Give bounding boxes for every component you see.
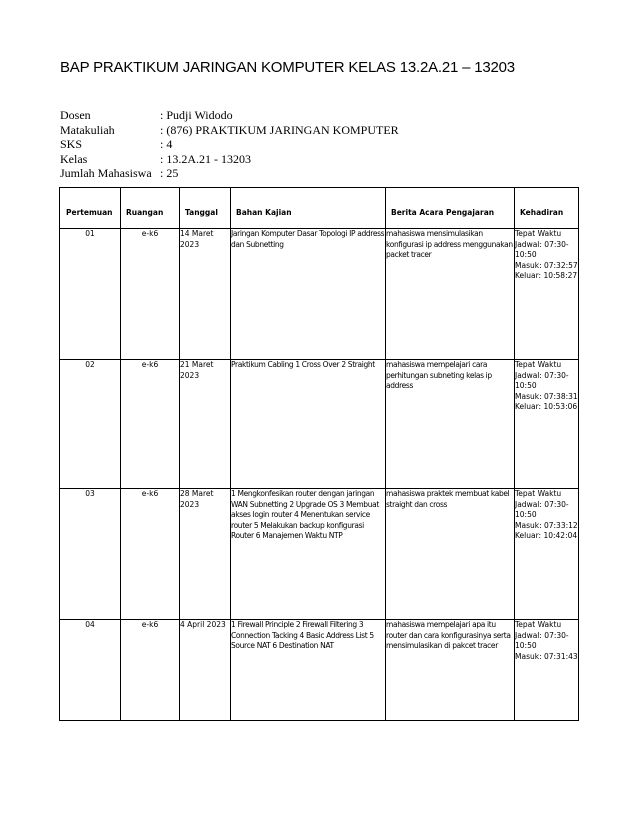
page-title: BAP PRAKTIKUM JARINGAN KOMPUTER KELAS 13.2A.21 – 13203 (60, 59, 515, 76)
cell-tanggal: 4 April 2023 (180, 620, 231, 721)
info-value: : 25 (160, 166, 179, 181)
header-berita-acara: Berita Acara Pengajaran (386, 188, 515, 229)
cell-ruangan: e-k6 (121, 620, 180, 721)
table-row (60, 620, 579, 721)
attendance-status: Tepat Waktu (515, 620, 562, 629)
cell-pertemuan: 02 (60, 360, 121, 489)
info-label: Dosen (60, 108, 91, 122)
attendance-out: Keluar: 10:53:06 (515, 402, 578, 411)
course-info (60, 108, 399, 181)
cell-pertemuan: 01 (60, 229, 121, 360)
attendance-in: Masuk: 07:38:31 (515, 391, 578, 401)
attendance-status: Tepat Waktu (515, 489, 562, 498)
attendance-out: Keluar: 10:42:04 (515, 531, 578, 540)
attendance-schedule: Jadwal: 07:30-10:50 (515, 499, 569, 519)
header-tanggal: Tanggal (180, 188, 231, 229)
info-label: SKS (60, 137, 83, 152)
info-row-jumlah-mahasiswa (60, 166, 399, 181)
cell-kehadiran (515, 489, 579, 620)
header-pertemuan: Pertemuan (60, 188, 121, 229)
cell-kehadiran (515, 229, 579, 360)
attendance-schedule: Jadwal: 07:30-10:50 (515, 239, 569, 259)
bap-table (59, 187, 579, 721)
cell-berita-acara: mahasiswa mensimulasikan konfigurasi ip address menggunakan packet tracer (386, 229, 515, 360)
cell-berita-acara: mahasiswa mempelajari apa itu router dan cara konfigurasinya serta mensimulasikan di pakcet tracer (386, 620, 515, 721)
cell-kehadiran (515, 620, 579, 721)
info-label: Matakuliah (60, 122, 115, 137)
table-row (60, 489, 579, 620)
cell-bahan-kajian: 1 Firewall Principle 2 Firewall Filtering 3 Connection Tacking 4 Basic Address List 5 Source NAT 6 Destination NAT (231, 620, 386, 721)
attendance-schedule: Jadwal: 07:30-10:50 (515, 370, 569, 390)
attendance-in: Masuk: 07:32:57 (515, 260, 578, 270)
attendance-schedule: Jadwal: 07:30-10:50 (515, 630, 569, 650)
attendance-out: Keluar: 10:58:27 (515, 271, 578, 280)
cell-tanggal: 14 Maret 2023 (180, 229, 231, 360)
info-label: Jumlah Mahasiswa (60, 166, 152, 181)
cell-bahan-kajian: 1 Mengkonfesikan router dengan jaringan WAN Subnetting 2 Upgrade OS 3 Membuat akses login router 4 Menentukan service router 5 Melakukan backup konfigurasi Router 6 Manajemen Waktu NTP (231, 489, 386, 620)
cell-berita-acara: mahasiswa praktek membuat kabel straight dan cross (386, 489, 515, 620)
table-header-row (60, 188, 579, 229)
header-ruangan: Ruangan (121, 188, 180, 229)
attendance-status: Tepat Waktu (515, 360, 562, 369)
cell-kehadiran (515, 360, 579, 489)
info-label: Kelas (60, 151, 88, 166)
cell-ruangan: e-k6 (121, 360, 180, 489)
cell-pertemuan: 03 (60, 489, 121, 620)
attendance-status: Tepat Waktu (515, 229, 562, 238)
attendance-in: Masuk: 07:31:43 (515, 651, 578, 661)
cell-bahan-kajian: Praktikum Cabling 1 Cross Over 2 Straight (231, 360, 386, 489)
info-value: : (876) PRAKTIKUM JARINGAN KOMPUTER (160, 122, 399, 137)
info-row-sks (60, 137, 399, 152)
info-row-matakuliah (60, 123, 399, 138)
info-value: : 4 (160, 137, 173, 152)
cell-berita-acara: mahasiswa mempelajari cara perhitungan subneting kelas ip address (386, 360, 515, 489)
table-row (60, 229, 579, 360)
cell-ruangan: e-k6 (121, 229, 180, 360)
cell-tanggal: 21 Maret 2023 (180, 360, 231, 489)
cell-pertemuan: 04 (60, 620, 121, 721)
info-value: : Pudji Widodo (160, 108, 233, 122)
cell-ruangan: e-k6 (121, 489, 180, 620)
attendance-in: Masuk: 07:33:12 (515, 520, 578, 530)
table-row (60, 360, 579, 489)
cell-tanggal: 28 Maret 2023 (180, 489, 231, 620)
info-row-kelas (60, 152, 399, 167)
info-value: : 13.2A.21 - 13203 (160, 151, 251, 166)
info-row-dosen (60, 108, 399, 123)
header-bahan-kajian: Bahan Kajian (231, 188, 386, 229)
cell-bahan-kajian: Jaringan Komputer Dasar Topologi IP address dan Subnetting (231, 229, 386, 360)
header-kehadiran: Kehadiran (515, 188, 579, 229)
